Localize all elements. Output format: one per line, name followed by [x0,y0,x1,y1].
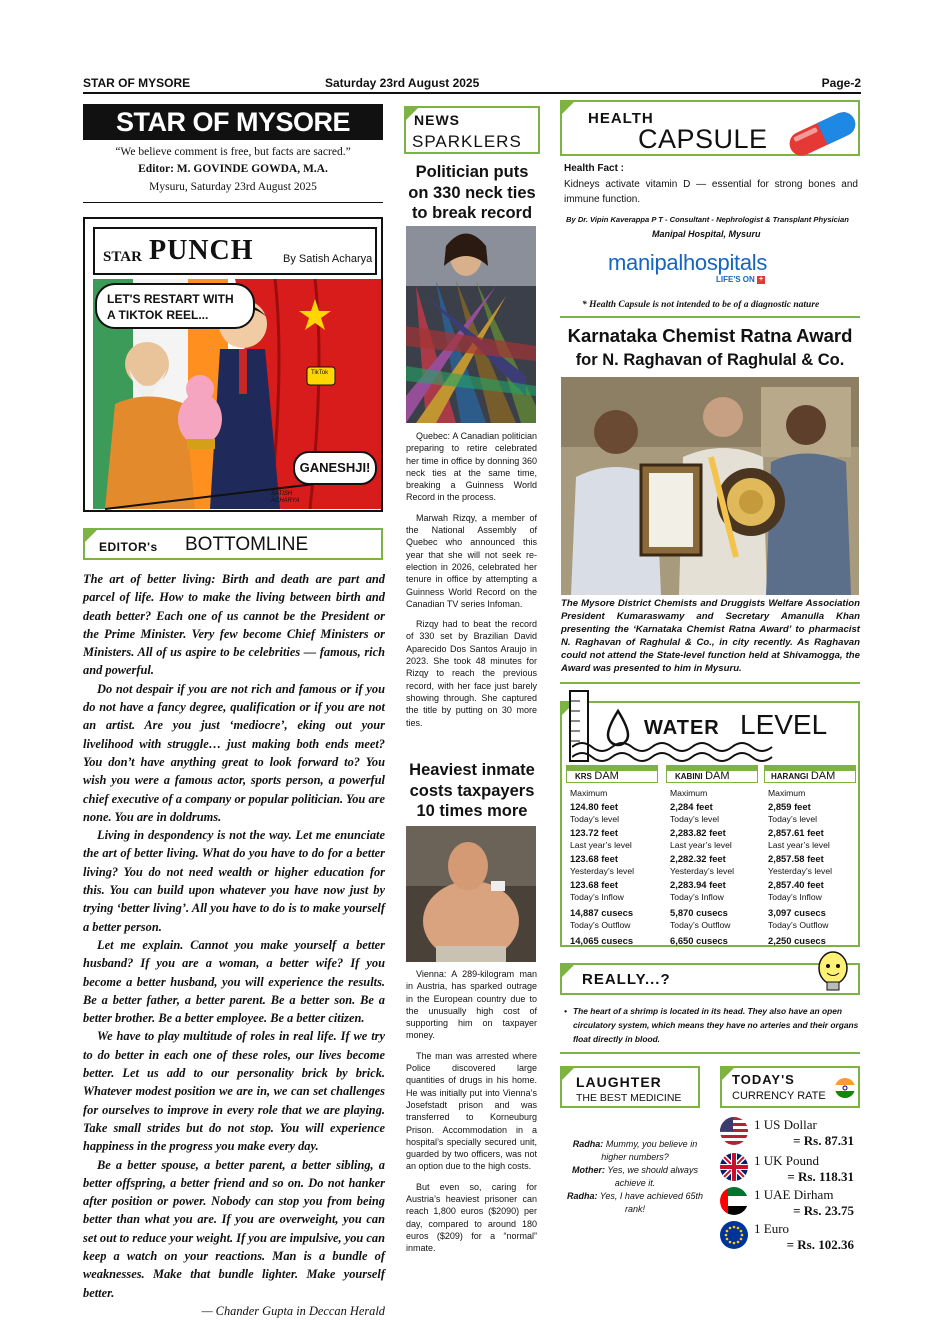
dam-value: 2,857.58 feet [768,853,824,864]
dam-label: Yesterday’s level [570,866,635,876]
paragraph: We have to play multitude of roles in real life. If we try to do better in each one of these roles, our lives become better. Let us add to our personality brick by brick. Whatever modest position we are in, we can set challenges for ourselves to improve in every role that we are playing. Take small strides but do not stop. You will experience happiness in the progress you make every day. [83,1029,385,1154]
rate-unit: 1 US Dollar [754,1117,817,1132]
health-capsule-header [560,100,860,156]
editors-bottomline-text [83,570,385,1320]
dam-value: 14,887 cusecs [570,907,634,918]
dam-value: 6,650 cusecs [670,935,728,946]
header-page: Page-2 [821,76,861,90]
us-flag-icon [720,1117,748,1145]
news-label: NEWS [414,112,460,128]
india-flag-icon [835,1078,855,1098]
water-label: WATER [644,717,720,739]
rate-gbp [720,1153,860,1187]
dam-label: Yesterday’s level [670,866,735,876]
dam-harangi-dam: DAM [810,770,836,782]
rate-unit: 1 UK Pound [754,1153,820,1168]
paragraph: Quebec: A Canadian politician preparing to retire celebrated her time in office by donning 360 neck ties at the same time, breaking a Guinness World Record in the process. [406,431,537,503]
dam-value: 2,859 feet [768,801,811,812]
paragraph: Vienna: A 289-kilogram man in Austria, has sparked outrage in the European country due to the unusually high cost of supporting him on taxpayer money. [406,969,537,1041]
really-label: REALLY...? [582,971,671,988]
dam-label: Today’s Inflow [670,892,724,902]
eu-flag-icon [720,1221,748,1249]
dam-value: 2,283.94 feet [670,879,726,890]
todays-label: TODAY'S [732,1072,795,1087]
paragraph: The man was arrested where Police discovered large quantities of drugs in his home. He was initially put into Vienna’s Josefstadt prison and was transferred to Korneuburg Prison. Accommodation in a hospital’s specially secured unit, guarded by two officers, was not an option due to the high costs. [406,1050,537,1172]
paragraph: But even so, caring for Austria’s heaviest prisoner can reach 1,800 euros ($2090) per day, compared to around 180 euros ($209) for a “normal” inmate. [406,1181,537,1254]
water-waves-icon [572,739,782,763]
bottomline-credit: — Chander Gupta in Deccan Herald [201,1303,385,1318]
rate-unit: 1 UAE Dirham [754,1187,834,1202]
manipal-tagline [716,275,765,284]
punch-star: STAR [103,249,142,265]
health-label: HEALTH [588,110,654,127]
editors-bottomline-header [83,528,383,560]
dam-label: Last year’s level [570,840,632,850]
health-fact: Kidneys activate vitamin D — essential for strong bones and immune function. [564,179,858,205]
lightbulb-icon [815,950,851,998]
best-medicine-label: THE BEST MEDICINE [576,1092,682,1104]
news-sparklers-header [404,106,540,154]
dam-value: 123.68 feet [570,853,618,864]
rate-value: = Rs. 118.31 [787,1169,854,1184]
laughter-label: LAUGHTER [576,1074,662,1090]
really-fact [564,1004,860,1046]
dam-label: Today’s Outflow [570,920,631,930]
health-disclaimer: * Health Capsule is not intended to be of a diagnostic nature [582,300,820,310]
dam-krs-dam: DAM [594,770,619,782]
joke-text: Yes, I have achieved 65th rank! [599,1191,703,1214]
award-headline-2: for N. Raghavan of Raghulal & Co. [575,351,845,369]
dam-value: 2,283.82 feet [670,827,726,838]
manipal-tagline-text: LIFE'S ON [716,275,755,284]
health-byline: By Dr. Vipin Kaverappa P T - Consultant - Nephrologist & Transplant Physician [566,215,849,224]
paragraph: Marwah Rizqy, a member of the National Assembly of Quebec who announced this year that she will not seek re-election in 2026, celebrated her tenure in office by attempting a Guinness World Record on the Canadian TV series Infoman. [406,512,537,609]
ties-photo-illustration [406,226,536,423]
masthead-motto: “We believe comment is free, but facts are sacred.” [115,146,351,158]
dam-krs-header [566,765,658,783]
laughter-header [560,1066,700,1108]
dam-value: 123.72 feet [570,827,618,838]
joke-text: Mummy, you believe in higher numbers? [601,1139,698,1162]
plus-icon: + [758,275,764,283]
manipal-logo [608,250,818,290]
dam-label: Today’s Outflow [670,920,731,930]
joke-speaker: Radha: [567,1191,598,1201]
uk-flag-icon [720,1153,748,1181]
dam-kabini-data [670,787,762,947]
speech-bubble-2 [293,451,377,485]
dam-kabini-dam: DAM [705,770,730,782]
rate-value: = Rs. 23.75 [793,1203,854,1218]
rate-value: = Rs. 102.36 [786,1237,854,1252]
dam-label: Maximum [570,788,608,798]
dam-label: Today’s Outflow [768,920,829,930]
laughter-joke [560,1138,710,1216]
dam-value: 2,857.40 feet [768,879,824,890]
health-hospital: Manipal Hospital, Mysuru [652,229,761,239]
bottomline-small: EDITOR's [99,540,158,554]
dam-kabini-header [666,765,758,783]
sparklers-label: SPARKLERS [412,132,522,151]
manipal-logo-text: manipalhospitals [608,250,768,275]
dam-label: Today’s Inflow [570,892,624,902]
water-level-box [560,701,860,947]
rate-usd [720,1117,860,1151]
paragraph: Rizqy had to beat the record of 330 set by Brazilian David Aparecido Dos Santos Araujo in 2023. She took 48 minutes for Rizqy to reach the previous record, with her face just barely showing through. She captured the title by putting on 30 more ties. [406,619,537,728]
dam-label: Maximum [670,788,708,798]
tiktok-label: TikTok [311,370,329,376]
header-left: STAR OF MYSORE [83,76,191,90]
joke-speaker: Radha: [572,1139,604,1149]
joke-line [560,1164,710,1190]
bullet-icon: • [564,1006,567,1016]
dam-harangi-name: HARANGI [771,772,809,781]
dam-harangi-data [768,787,860,947]
dam-value: 2,857.61 feet [768,827,824,838]
dam-value: 5,870 cusecs [670,907,728,918]
divider [83,202,383,203]
inmate-photo [406,826,536,962]
masthead-editor: Editor: M. GOVINDE GOWDA, M.A. [138,163,328,175]
dam-harangi-header [764,765,856,783]
dam-value: 14,065 cusecs [570,935,634,946]
paragraph: Be a better spouse, a better parent, a better sibling, a better offspring, a better friend and so on. Do not hanker after position or power. Nobody can stop you from being better than what you are. If you are overweight, you can set out to reduce your weight. If you are impulsive, you can keep a watch on your reactions. Man is a bundle of weaknesses. Make that bundle lighter. Make yourself better. [83,1157,385,1300]
punch-byline: By Satish Acharya [283,253,373,265]
health-fact-title: Health Fact : [564,163,625,174]
rate-eur [720,1221,860,1255]
dam-krs-name: KRS [575,772,592,781]
joke-speaker: Mother: [572,1165,606,1175]
dam-value: 2,282.32 feet [670,853,726,864]
star-punch-cartoon [83,217,383,512]
divider [560,316,860,318]
dam-label: Today’s level [670,814,720,824]
joke-text: Yes, we should always achieve it. [607,1165,698,1188]
capsule-label: CAPSULE [638,124,768,154]
story2-headline: Heaviest inmate costs taxpayers 10 times more [409,761,535,820]
masthead [83,104,383,140]
dam-value: 3,097 cusecs [768,907,826,918]
speech-bubble-1-text: LET'S RESTART WITH A TIKTOK REEL... [107,292,234,322]
inmate-photo-illustration [406,826,536,962]
paragraph: The art of better living: Birth and death are part and parcel of life. How to make the living between birth and death better? Each one of us cannot be the President or the Prime Minister. Very few become Chief Ministers or Ministers. All of us aspire to be celebrities — famous, rich and powerful. [83,572,385,678]
dam-krs-data [570,787,662,947]
really-fact-text: The heart of a shrimp is located in its head. They also have an open circulatory system, which means they have no arteries and their organs float directly in blood. [573,1006,859,1044]
dam-value: 2,284 feet [670,801,713,812]
speech-bubble-1 [95,283,255,329]
punch-punch: PUNCH [149,235,254,266]
dam-value: 123.68 feet [570,879,618,890]
level-label: LEVEL [740,709,828,740]
divider [560,1052,860,1054]
bottomline-big: BOTTOMLINE [185,534,309,555]
uae-flag-icon [720,1187,748,1215]
dam-label: Yesterday’s level [768,866,833,876]
dam-label: Today’s level [768,814,818,824]
masthead-dateline: Mysuru, Saturday 23rd August 2025 [149,181,317,193]
dam-label: Today’s Inflow [768,892,822,902]
ties-photo [406,226,536,423]
joke-line [560,1138,710,1164]
header-date: Saturday 23rd August 2025 [325,76,480,90]
dam-value: 124.80 feet [570,801,618,812]
capsule-pill-icon [782,110,862,156]
cartoon-signature: SATISH ACHARYA [271,491,300,504]
dam-label: Last year’s level [768,840,830,850]
dam-label: Today’s level [570,814,620,824]
divider [560,682,860,684]
paragraph: Let me explain. Cannot you make yourself a better husband? If you are a woman, a better wife? If you become a better husband, you will experience the results. Be a better father, a better parent. Be a better son. Be a better brother. Be a better employee. Be a better citizen. [83,937,385,1026]
page-header [83,76,861,94]
rate-aed [720,1187,860,1221]
rate-value: = Rs. 87.31 [793,1133,854,1148]
award-caption: The Mysore District Chemists and Druggists Welfare Association President Kumaraswamy and Secretary Amanulla Khan presenting the ‘Karnataka Chemist Ratna Award’ to pharmacist N. Raghavan of Raghulal & Co., in city recently. As Raghavan could not attend the State-level function held at Shivamogga, the Award was presented to him in Mysuru. [561,598,860,674]
story1-body [406,430,537,737]
story1-headline: Politician puts on 330 neck ties to break record [408,163,536,222]
rate-unit: 1 Euro [754,1221,790,1236]
dam-value: 2,250 cusecs [768,935,826,946]
currency-rate-label: CURRENCY RATE [732,1090,826,1102]
punch-title-box [93,227,377,275]
award-photo-illustration [561,377,859,595]
paragraph: Do not despair if you are not rich and famous or if you do not have a fancy degree, qualification or if you are not an artist. Are you just ‘mediocre’, eking out your livelihood with struggle… just making both ends meet? You don’t have anything great to look forward to? You wish you were a famous actor, sports person, a powerful chief executive of a company or popular politician. You are none. You are in doldrums. [83,681,385,824]
joke-line [560,1190,710,1216]
currency-header [720,1066,860,1108]
masthead-title: STAR OF MYSORE [115,107,350,137]
award-headline-1: Karnataka Chemist Ratna Award [567,325,853,346]
story2-body [406,968,537,1263]
dam-label: Last year’s level [670,840,732,850]
dam-label: Maximum [768,788,806,798]
award-photo [561,377,859,595]
paragraph: Living in despondency is not the way. Let me enunciate the art of better living. What do you have to do for a better living? You do not need wealth or higher education for this. You can build upon whatever you have now just by trying ‘better living’. All you have to do is to make yourself a better person. [83,828,385,934]
dam-kabini-name: KABINI [675,772,703,781]
speech-bubble-2-text: GANESHJI! [299,460,371,475]
